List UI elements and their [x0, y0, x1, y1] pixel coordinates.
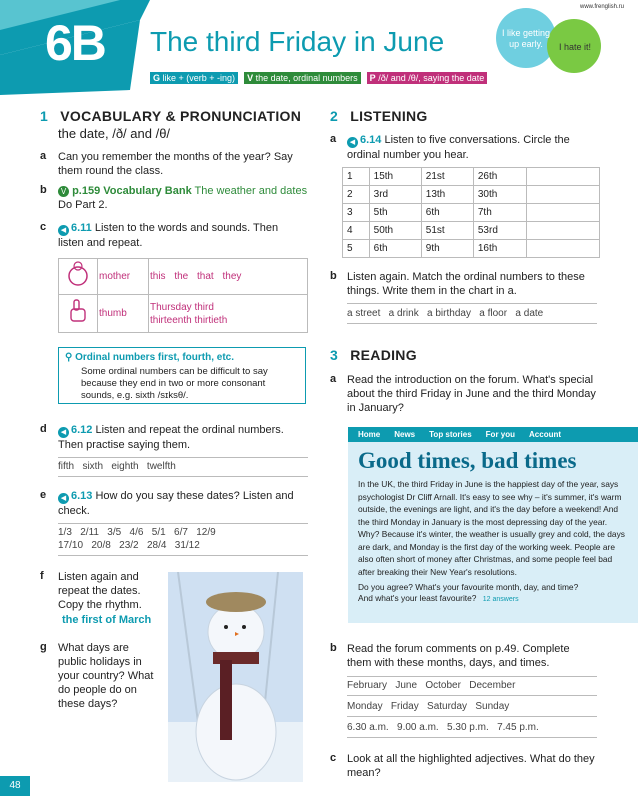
- section-subtitle: the date, /ð/ and /θ/: [58, 126, 171, 141]
- ordinal-words: fifth sixth eighth twelfth: [58, 461, 176, 472]
- section-number: 1: [40, 108, 48, 124]
- search-icon: ⚲: [65, 352, 73, 363]
- thumb-icon: [59, 295, 98, 333]
- reading-b-text: Read the forum comments on p.49. Complete them with these months, days, and times.: [347, 643, 570, 669]
- tag-grammar: G like + (verb + -ing): [150, 72, 238, 84]
- divider: [347, 716, 597, 717]
- forum-body: In the UK, the third Friday in June is the happiest day of the year, says psychologist Dr Cliff Arnall. It's easy to see why – it's summer, it's warm outside, the evenings are light, and it's the day before a weekend! And the third Monday in January is the most depressing day of the year. Why? Because it's winter, the weather is usually grey and cold, the days are dark, and Monday is the first day of the working week. People are also often short of money after Christmas, and some people feel bad after breaking their New Year's resolutions.: [358, 479, 625, 577]
- table-row: 5 6th 9th 16th: [343, 240, 600, 258]
- nav-news[interactable]: News: [394, 430, 416, 439]
- audio-icon[interactable]: ◀: [58, 493, 69, 504]
- forum-heading: Good times, bad times: [358, 448, 577, 473]
- section-number: 3: [330, 347, 338, 363]
- forum-question-1: Do you agree? What's your favourite month, day, and time?: [358, 582, 579, 592]
- grammar-tags: [150, 72, 487, 84]
- item-e: [58, 489, 298, 518]
- item-a-label: a: [40, 150, 47, 162]
- bubble-right-text: I hate it!: [558, 42, 592, 52]
- site-url: www.frenglish.ru: [580, 4, 625, 10]
- ordinal-table: [342, 167, 600, 258]
- divider: [58, 555, 308, 556]
- sound-words-thumb: Thursday third thirteenth thirtieth: [149, 295, 308, 333]
- dates-row-1: 1/3 2/11 3/5 4/6 5/1 6/7 12/9: [58, 527, 216, 538]
- tip-title: Ordinal numbers first, fourth, etc.: [75, 352, 235, 363]
- dates-row-2: 17/10 20/8 23/2 28/4 31/12: [58, 540, 200, 551]
- table-row: 1 15th 21st 26th: [343, 168, 600, 186]
- answer-cell[interactable]: [527, 168, 600, 186]
- vocab-bank-link[interactable]: p.159 Vocabulary Bank: [72, 185, 192, 197]
- divider: [347, 323, 597, 324]
- vocab-bank-topic: The weather and dates: [194, 185, 308, 197]
- answer-cell[interactable]: [527, 204, 600, 222]
- reading-b-label: b: [330, 642, 337, 654]
- item-e-label: e: [40, 489, 47, 501]
- section-reading: [330, 347, 417, 365]
- mother-icon: [59, 259, 98, 295]
- item-d-text: Listen and repeat the ordinal numbers. Then practise saying them.: [58, 424, 284, 451]
- listening-a-label: a: [330, 133, 337, 145]
- tag-vocabulary: V the date, ordinal numbers: [244, 72, 361, 84]
- item-b-label: b: [40, 184, 47, 196]
- audio-track[interactable]: 6.14: [360, 134, 382, 146]
- item-c-text: Listen to the words and sounds. Then listen and repeat.: [58, 222, 279, 249]
- divider: [347, 737, 597, 738]
- forum-panel: [348, 427, 638, 623]
- months-row: February June October December: [347, 680, 516, 691]
- item-g-text: What days are public holidays in your country? What do people do on these days?: [58, 642, 154, 710]
- nav-top-stories[interactable]: Top stories: [429, 430, 472, 439]
- section-vocabulary: [40, 108, 310, 141]
- section-title: VOCABULARY & PRONUNCIATION: [60, 108, 302, 124]
- item-c-label: c: [40, 221, 47, 233]
- reading-c-label: c: [330, 752, 337, 764]
- answer-cell[interactable]: [527, 186, 600, 204]
- page-title: The third Friday in June: [150, 26, 445, 57]
- audio-track[interactable]: 6.13: [71, 490, 93, 502]
- things-words: a street a drink a birthday a floor a date: [347, 308, 544, 319]
- divider: [347, 303, 597, 304]
- audio-track[interactable]: 6.11: [71, 222, 92, 234]
- forum-nav: [348, 427, 638, 442]
- nav-account[interactable]: Account: [529, 430, 562, 439]
- item-g-label: g: [40, 641, 47, 653]
- answer-cell[interactable]: [527, 222, 600, 240]
- item-f-text: Listen again and repeat the dates. Copy the rhythm.: [58, 571, 142, 611]
- sound-word-mother: mother: [98, 259, 149, 295]
- item-b: [58, 184, 308, 212]
- section-title: LISTENING: [350, 108, 428, 124]
- divider: [58, 523, 308, 524]
- answer-cell[interactable]: [527, 240, 600, 258]
- listening-b-text: Listen again. Match the ordinal numbers to these things. Write them in the chart in a.: [347, 271, 585, 297]
- item-f-label: f: [40, 570, 44, 582]
- ordinal-tip-box: [58, 347, 306, 404]
- item-e-text: How do you say these dates? Listen and check.: [58, 490, 294, 517]
- sound-word-thumb: thumb: [98, 295, 149, 333]
- divider: [58, 476, 308, 477]
- snowman-photo: [168, 572, 303, 782]
- listening-a-text: Listen to five conversations. Circle the ordinal number you hear.: [347, 134, 570, 161]
- vocab-bank-icon: V: [58, 186, 69, 197]
- reading-a-text: Read the introduction on the forum. What's special about the third Friday in June and the third Monday in January?: [347, 374, 596, 414]
- section-title: READING: [350, 347, 417, 363]
- listening-b-label: b: [330, 270, 337, 282]
- section-number: 2: [330, 108, 338, 124]
- item-c: [58, 221, 298, 250]
- audio-icon[interactable]: ◀: [58, 427, 69, 438]
- reading-a-label: a: [330, 373, 337, 385]
- forum-question-2: And what's your least favourite?: [358, 593, 477, 603]
- divider: [347, 695, 597, 696]
- tag-pronunciation: P /ð/ and /θ/, saying the date: [367, 72, 488, 84]
- audio-icon[interactable]: ◀: [58, 225, 69, 236]
- audio-icon[interactable]: ◀: [347, 137, 358, 148]
- sound-words-mother: this the that they: [149, 259, 308, 295]
- table-row: 4 50th 51st 53rd: [343, 222, 600, 240]
- rhythm-example: the first of March: [62, 614, 152, 626]
- forum-question-2-line: [348, 592, 638, 604]
- answers-count[interactable]: 12 answers: [482, 596, 519, 603]
- tip-text: Some ordinal numbers can be difficult to say because they end in two or more consonant sounds, e.g. sixth /sɪksθ/.: [81, 366, 268, 401]
- divider: [58, 457, 308, 458]
- audio-track[interactable]: 6.12: [71, 424, 93, 436]
- bubble-left-text: I like getting up early.: [501, 28, 551, 49]
- listening-a: [347, 133, 597, 162]
- page-number: 48: [0, 776, 30, 796]
- item-a-text: Can you remember the months of the year? Say them round the class.: [58, 151, 293, 177]
- table-row: 3 5th 6th 7th: [343, 204, 600, 222]
- nav-home[interactable]: Home: [358, 430, 381, 439]
- divider: [347, 676, 597, 677]
- days-row: Monday Friday Saturday Sunday: [347, 701, 510, 712]
- table-row: 2 3rd 13th 30th: [343, 186, 600, 204]
- unit-number: 6B: [45, 15, 105, 71]
- item-b-instruction: Do Part 2.: [58, 199, 108, 211]
- item-d: [58, 423, 298, 452]
- section-listening: [330, 108, 428, 126]
- reading-c-text: Look at all the highlighted adjectives. What do they mean?: [347, 753, 595, 779]
- item-d-label: d: [40, 423, 47, 435]
- sound-table: [58, 258, 308, 333]
- nav-for-you[interactable]: For you: [485, 430, 516, 439]
- times-row: 6.30 a.m. 9.00 a.m. 5.30 p.m. 7.45 p.m.: [347, 722, 539, 733]
